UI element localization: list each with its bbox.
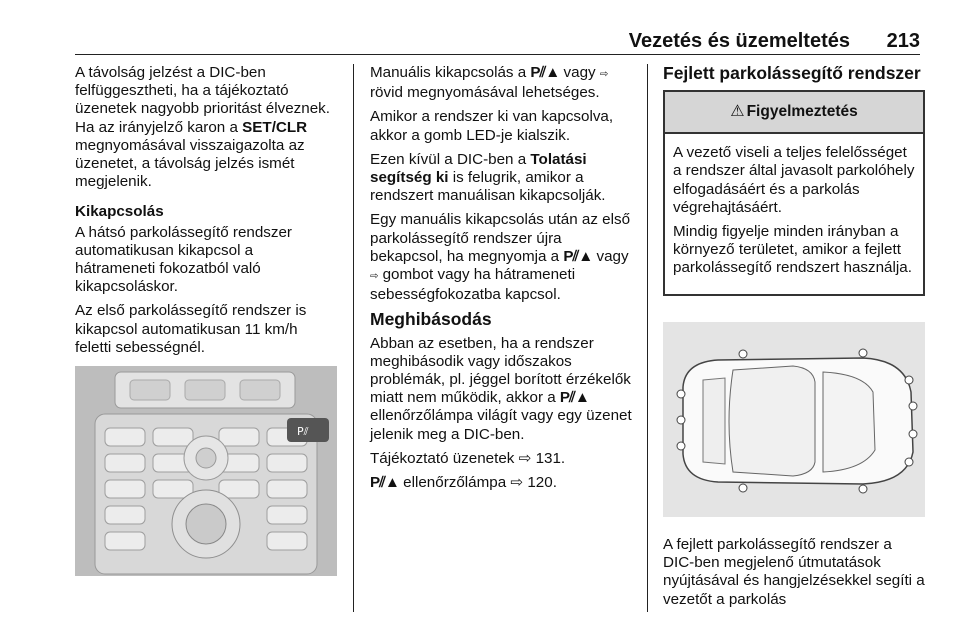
column-divider-2 (647, 64, 648, 612)
column-1 (75, 64, 337, 363)
warning-text: Mindig figyelje minden irányban a környező területet, amikor a fejlett parkolássegítő rendszert használja. (673, 223, 912, 277)
park-assist-icon: P⫽▲ (559, 389, 589, 407)
column-divider-1 (353, 64, 354, 612)
page-number: 213 (886, 30, 920, 52)
warning-triangle-icon: ⚠ (730, 103, 745, 121)
control-panel-photo (75, 366, 337, 576)
paragraph: Abban az esetben, ha a rendszer meghibásodik vagy időszakos problémák, pl. jéggel borított érzékelők miatt nem működik, akkor a P⫽▲ ellenőrzőlámpa világít vagy egy üzenet jelenik meg a DIC-ben. (370, 334, 632, 443)
column-2 (370, 64, 636, 498)
warning-text: A vezető viseli a teljes felelősséget a rendszer által javasolt parkolóhely elfogadásáért és a parkolás végrehajtásáért. (673, 144, 915, 216)
paragraph: Tájékoztató üzenetek ⇨ 131. (370, 449, 566, 467)
paragraph: Manuális kikapcsolás a P⫽▲ vagy ⇨ rövid megnyomásával lehetséges. (370, 64, 609, 102)
warning-header: ⚠ Figyelmeztetés (665, 92, 923, 134)
paragraph: Az első parkolássegítő rendszer is kikapcsol automatikusan 11 km/h feletti sebességnél. (75, 302, 307, 356)
page-ref-icon: ⇨ (518, 449, 532, 467)
section-heading: Kikapcsolás (75, 203, 164, 221)
park-assist-icon: P⫽▲ (563, 247, 593, 265)
park-assist-icon: P⫽▲ (370, 474, 399, 492)
section-heading: Fejlett parkolássegítő rendszer (663, 63, 921, 83)
car-top-view-illustration (663, 322, 925, 517)
section-heading: Meghibásodás (370, 309, 492, 330)
figure-caption: A fejlett parkolássegítő rendszer a DIC-ben megjelenő útmutatások nyújtásával és hangjelzésekkel segíti a vezetőt a parkolás (663, 536, 925, 608)
paragraph: A hátsó parkolássegítő rendszer automatikusan kikapcsol a hátrameneti fokozatból való kikapcsoláskor. (75, 223, 292, 296)
chapter-title: Vezetés és üzemeltetés (628, 30, 850, 52)
front-park-icon: ⇨ (599, 69, 609, 80)
paragraph: A távolság jelzést a DIC-ben felfüggesztheti, ha a tájékoztató üzenetek nagyobb prioritást élveznek. Ha az irányjelző karon a SET/CLR megnyomásával visszaigazolta az üzenetet, a távolság jelzés ismét megjelenik. (75, 64, 330, 191)
paragraph: P⫽▲ ellenőrzőlámpa ⇨ 120. (370, 474, 557, 492)
park-assist-icon: P⫽▲ (530, 64, 560, 81)
column-3 (663, 64, 925, 296)
paragraph: Ezen kívül a DIC-ben a Tolatási segítség ki is felugrik, amikor a rendszert manuálisan kikapcsolják. (370, 150, 606, 205)
page-ref-icon: ⇨ (510, 474, 524, 492)
paragraph: Egy manuális kikapcsolás után az első parkolássegítő rendszer újra bekapcsol, ha megnyomja a P⫽▲ vagy ⇨ gombot vagy ha hátrameneti sebességfokozatba kapcsol. (370, 211, 631, 304)
paragraph: Amikor a rendszer ki van kapcsolva, akkor a gomb LED-je kialszik. (370, 108, 614, 144)
svg-text:P⫽: P⫽ (297, 425, 309, 438)
front-park-icon: ⇨ (370, 271, 379, 283)
page-header (75, 26, 920, 55)
warning-box (663, 90, 925, 295)
